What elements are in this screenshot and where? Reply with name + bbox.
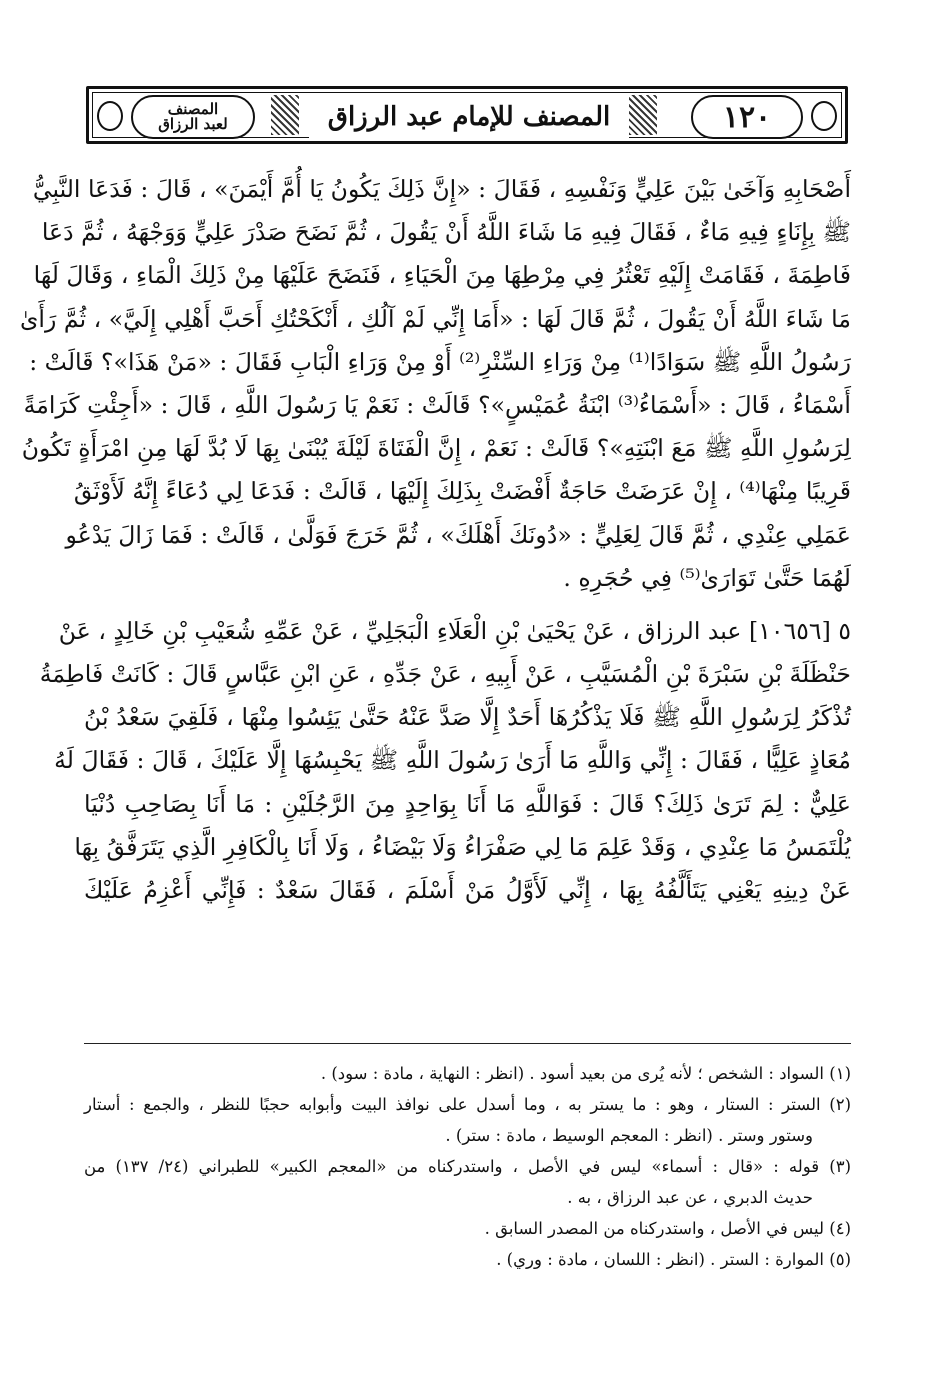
text-line: حَنْظَلَةَ بْنِ سَبْرَةَ بْنِ الْمُسَيَّبِ ، عَنْ أَبِيهِ ، عَنْ جَدِّهِ ، عَنِ ابْنِ عَبَّاسٍ قَالَ : كَانَتْ فَاطِمَةُ xyxy=(39,660,851,689)
text-line: ﷺ بِإِنَاءٍ فِيهِ مَاءٌ ، فَقَالَ فِيهِ مَا شَاءَ اللَّهُ أَنْ يَقُولَ ، ثُمَّ نَضَحَ صَدْرَ عَلِيٍّ وَوَجْهَهُ ، ثُمَّ دَعَا xyxy=(41,218,851,247)
footnote-continuation: وستور وستر . (انظر : المعجم الوسيط ، مادة : ستر) . xyxy=(445,1126,813,1145)
text-line: يُلْتَمَسُ مَا عِنْدِي ، وَقَدْ عَلِمَ مَا لِي صَفْرَاءُ وَلَا بَيْضَاءُ ، وَلَا أَنَا بِالْكَافِرِ الَّذِي يَتَرَفَّقُ بِهَا xyxy=(74,832,851,861)
ornament-knot-icon xyxy=(811,101,837,131)
text-line: تُذْكَرُ لِرَسُولِ اللَّهِ ﷺ فَلَا يَذْكُرُهَا أَحَدٌ إِلَّا صَدَّ عَنْهُ حَتَّىٰ يَئِسُوا مِنْهَا ، فَلَقِيَ سَعْدُ بْنُ xyxy=(84,703,851,732)
footnote-separator xyxy=(84,1043,851,1044)
header-ornamental-frame xyxy=(86,86,848,144)
text-line: عَنْ دِينِهِ يَعْنِي يَتَأَلَّفُهُ بِهَا ، إِنِّي لَأَوَّلُ مَنْ أَسْلَمَ ، فَقَالَ سَعْدٌ : فَإِنِّي أَعْزِمُ عَلَيْكَ xyxy=(84,876,851,904)
page-number-text: ١٢٠ xyxy=(722,99,772,135)
footnotes xyxy=(84,1058,851,1275)
text-line: أَصْحَابِهِ وَآخَىٰ بَيْنَ عَلِيٍّ وَنَفْسِهِ ، فَقَالَ : «إِنَّ ذَلِكَ يَكُونُ يَا أُمَّ أَيْمَنَ» ، قَالَ : فَدَعَا النَّبِيُّ xyxy=(32,175,851,203)
book-logo-emblem xyxy=(131,95,255,139)
text-line: مَا شَاءَ اللَّهُ أَنْ يَقُولَ ، ثُمَّ قَالَ لَهَا : «أَمَا إِنِّي لَمْ آلُكِ ، أَنْكَحْتُكِ أَحَبَّ أَهْلِي إِلَيَّ» ، ثُمَّ رَأَىٰ xyxy=(19,304,851,333)
ornament-knot-icon xyxy=(97,101,123,131)
text-line: مُعَاذٍ عَلِيًّا ، فَقَالَ : إِنِّي وَاللَّهِ مَا أَرَىٰ رَسُولَ اللَّهِ ﷺ يَحْبِسُهَا إِلَّا عَلَيْكَ ، قَالَ : فَقَالَ لَهُ xyxy=(54,746,851,775)
hadith-heading-line: ٥ [١٠٦٥٦] عبد الرزاق ، عَنْ يَحْيَىٰ بْنِ الْعَلَاءِ الْبَجَلِيِّ ، عَنْ عَمِّهِ شُعَيْبِ بْنِ خَالِدٍ ، عَنْ xyxy=(58,616,851,645)
page-number xyxy=(691,95,803,139)
footnote: (٥) الموارة : الستر . (انظر : اللسان ، مادة : وري) . xyxy=(496,1250,851,1269)
text-line: قَرِيبًا مِنْهَا⁽⁴⁾ ، إِنْ عَرَضَتْ حَاجَةٌ أَفْضَتْ بِذَلِكَ إِلَيْهَا ، قَالَتْ : فَدَعَا لِي دُعَاءً إِنَّهُ لَأَوْثَقُ xyxy=(73,477,851,506)
main-text xyxy=(19,168,851,912)
text-line: عَمَلِي عِنْدِي ، ثُمَّ قَالَ لِعَلِيٍّ : «دُونَكَ أَهْلَكَ» ، ثُمَّ خَرَجَ فَوَلَّىٰ ، قَالَتْ : فَمَا زَالَ يَدْعُو xyxy=(65,520,851,549)
running-title: المصنف للإمام عبد الرزاق xyxy=(309,95,629,139)
text-line: لَهُمَا حَتَّىٰ تَوَارَىٰ⁽⁵⁾ فِي حُجَرِهِ . xyxy=(563,563,851,592)
footnote: (٤) ليس في الأصل ، واستدركناه من المصدر السابق . xyxy=(484,1219,851,1238)
logo-line-1: المصنف xyxy=(167,100,219,118)
text-line: لِرَسُولِ اللَّهِ ﷺ مَعَ ابْنَتِهِ»؟ قَالَتْ : نَعَمْ ، إِنَّ الْفَتَاةَ لَيْلَةَ يُبْنَىٰ بِهَا لَا بُدَّ لَهَا مِنِ امْرَأَةٍ تَكُونُ xyxy=(21,434,851,463)
ornament-band xyxy=(629,95,657,135)
text-line: أَسْمَاءُ ، قَالَ : «أَسْمَاءُ⁽³⁾ ابْنَةُ عُمَيْسٍ»؟ قَالَتْ : نَعَمْ يَا رَسُولَ اللَّهِ ، قَالَ : «أَجِئْتِ كَرَامَةً xyxy=(23,390,851,419)
footnote: (١) السواد : الشخص ؛ لأنه يُرى من بعيد أسود . (انظر : النهاية ، مادة : سود) . xyxy=(320,1064,851,1083)
logo-line-2: لعبد الرزاق xyxy=(158,115,228,133)
text-line: فَاطِمَةَ ، فَقَامَتْ إِلَيْهِ تَعْثُرُ فِي مِرْطِهَا مِنَ الْحَيَاءِ ، فَنَضَحَ عَلَيْهَا مِنْ ذَلِكَ الْمَاءِ ، وَقَالَ لَهَا xyxy=(33,261,851,290)
footnote: (٢) الستر : الستار ، وهو : ما يستر به ، وما أسدل على نوافذ البيت وأبوابه حجبًا للنظر ، والجمع : أستار xyxy=(84,1095,851,1114)
footnote: (٣) قوله : «قال : أسماء» ليس في الأصل ، واستدركناه من «المعجم الكبير» للطبراني (٢٤/ ١٣٧) من xyxy=(84,1157,851,1176)
text-line: عَلِيٌّ : لِمَ تَرَىٰ ذَلِكَ؟ قَالَ : فَوَاللَّهِ مَا أَنَا بِوَاحِدٍ مِنَ الرَّجُلَيْنِ : مَا أَنَا بِصَاحِبِ دُنْيَا xyxy=(84,789,851,818)
text-line: رَسُولُ اللَّهِ ﷺ سَوَادًا⁽¹⁾ مِنْ وَرَاءِ السِّتْرِ⁽²⁾ أَوْ مِنْ وَرَاءِ الْبَابِ فَقَالَ : «مَنْ هَذَا»؟ قَالَتْ : xyxy=(29,347,851,376)
footnote-continuation: حديث الدبري ، عن عبد الرزاق ، به . xyxy=(567,1188,813,1207)
ornament-band xyxy=(271,95,299,135)
page-header xyxy=(86,86,848,144)
